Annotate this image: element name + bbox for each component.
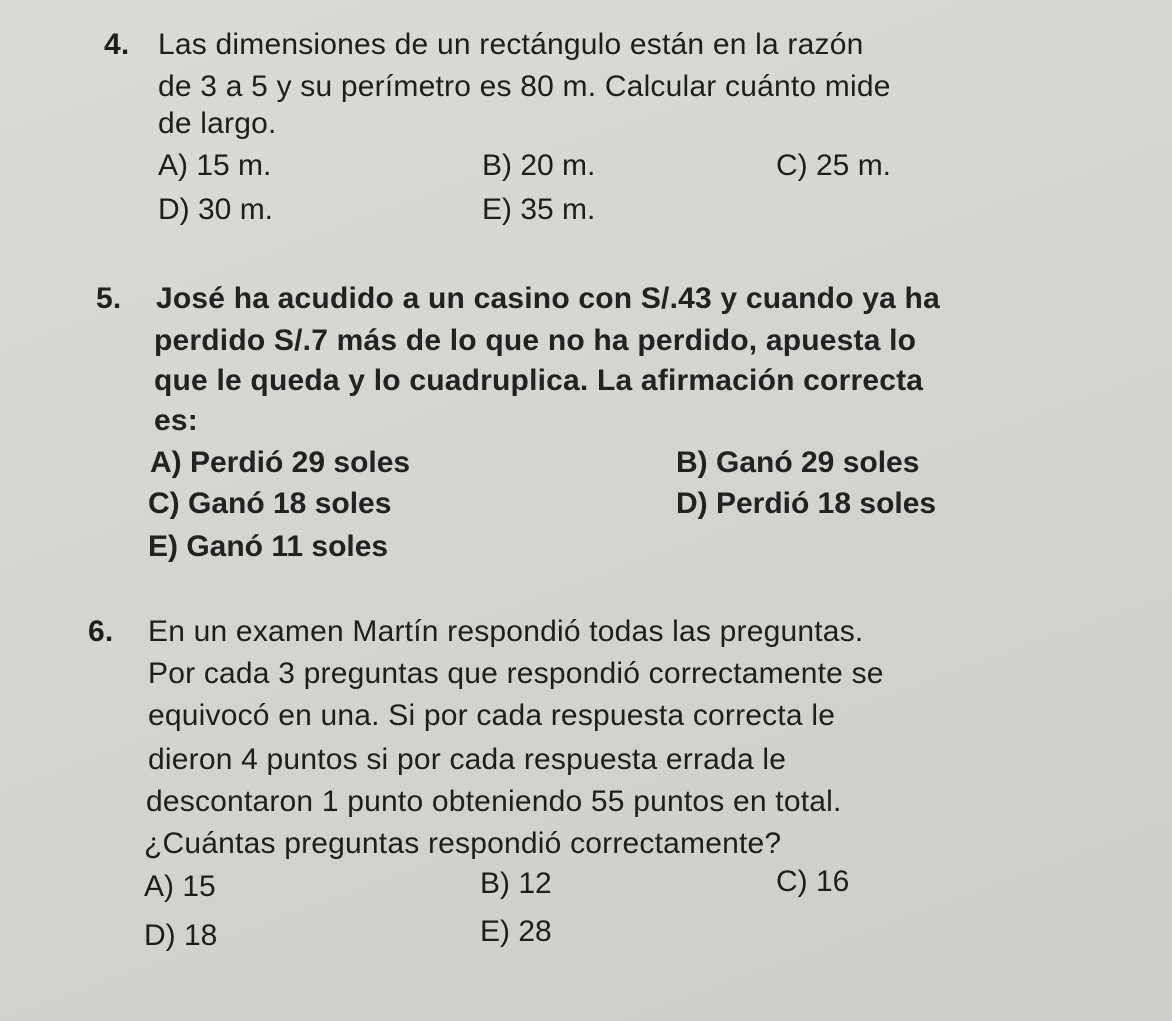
question-4-option-e[interactable]: E) 35 m.	[482, 193, 596, 226]
question-6-option-b[interactable]: B) 12	[480, 867, 552, 900]
question-5-line-4: es:	[154, 404, 198, 437]
question-6-option-d[interactable]: D) 18	[144, 919, 218, 952]
question-5-option-d[interactable]: D) Perdió 18 soles	[676, 487, 937, 520]
question-6-number: 6.	[88, 615, 114, 648]
question-6-line-6: ¿Cuántas preguntas respondió correctamente?	[144, 827, 782, 860]
question-6-option-a[interactable]: A) 15	[144, 870, 216, 903]
question-4-line-2: de 3 a 5 y su perímetro es 80 m. Calcular cuánto mide	[158, 70, 891, 103]
question-6-line-1	[88, 614, 863, 650]
question-4-option-b[interactable]: B) 20 m.	[482, 149, 596, 182]
question-4-number: 4.	[104, 28, 130, 61]
question-4-line-3: de largo.	[158, 107, 277, 140]
question-4-option-c[interactable]: C) 25 m.	[776, 149, 892, 182]
question-4-option-a[interactable]: A) 15 m.	[158, 149, 272, 182]
question-4-option-d[interactable]: D) 30 m.	[158, 193, 274, 226]
question-6-option-e[interactable]: E) 28	[480, 915, 552, 948]
question-4-text-1: Las dimensiones de un rectángulo están en la razón	[158, 28, 864, 61]
question-5-option-b[interactable]: B) Ganó 29 soles	[676, 446, 920, 479]
question-5-line-3: que le queda y lo cuadruplica. La afirmación correcta	[154, 364, 924, 397]
question-6-line-5: descontaron 1 punto obteniendo 55 puntos en total.	[146, 785, 842, 818]
question-6-option-c[interactable]: C) 16	[776, 865, 850, 898]
question-5-option-a[interactable]: A) Perdió 29 soles	[150, 446, 411, 479]
question-5-number: 5.	[96, 282, 122, 315]
question-6-line-4: dieron 4 puntos si por cada respuesta errada le	[148, 743, 787, 776]
question-6-line-3: equivocó en una. Si por cada respuesta correcta le	[148, 699, 836, 732]
question-6-text-1: En un examen Martín respondió todas las preguntas.	[148, 615, 864, 648]
question-6-line-2: Por cada 3 preguntas que respondió correctamente se	[148, 657, 884, 690]
question-5-option-e[interactable]: E) Ganó 11 soles	[148, 530, 389, 563]
question-5-text-1: José ha acudido a un casino con S/.43 y cuando ya ha	[156, 282, 940, 315]
question-4-line-1	[104, 27, 1034, 63]
question-5-line-1	[96, 281, 940, 317]
question-5-line-2: perdido S/.7 más de lo que no ha perdido, apuesta lo	[154, 324, 917, 357]
question-5-option-c[interactable]: C) Ganó 18 soles	[148, 487, 392, 520]
